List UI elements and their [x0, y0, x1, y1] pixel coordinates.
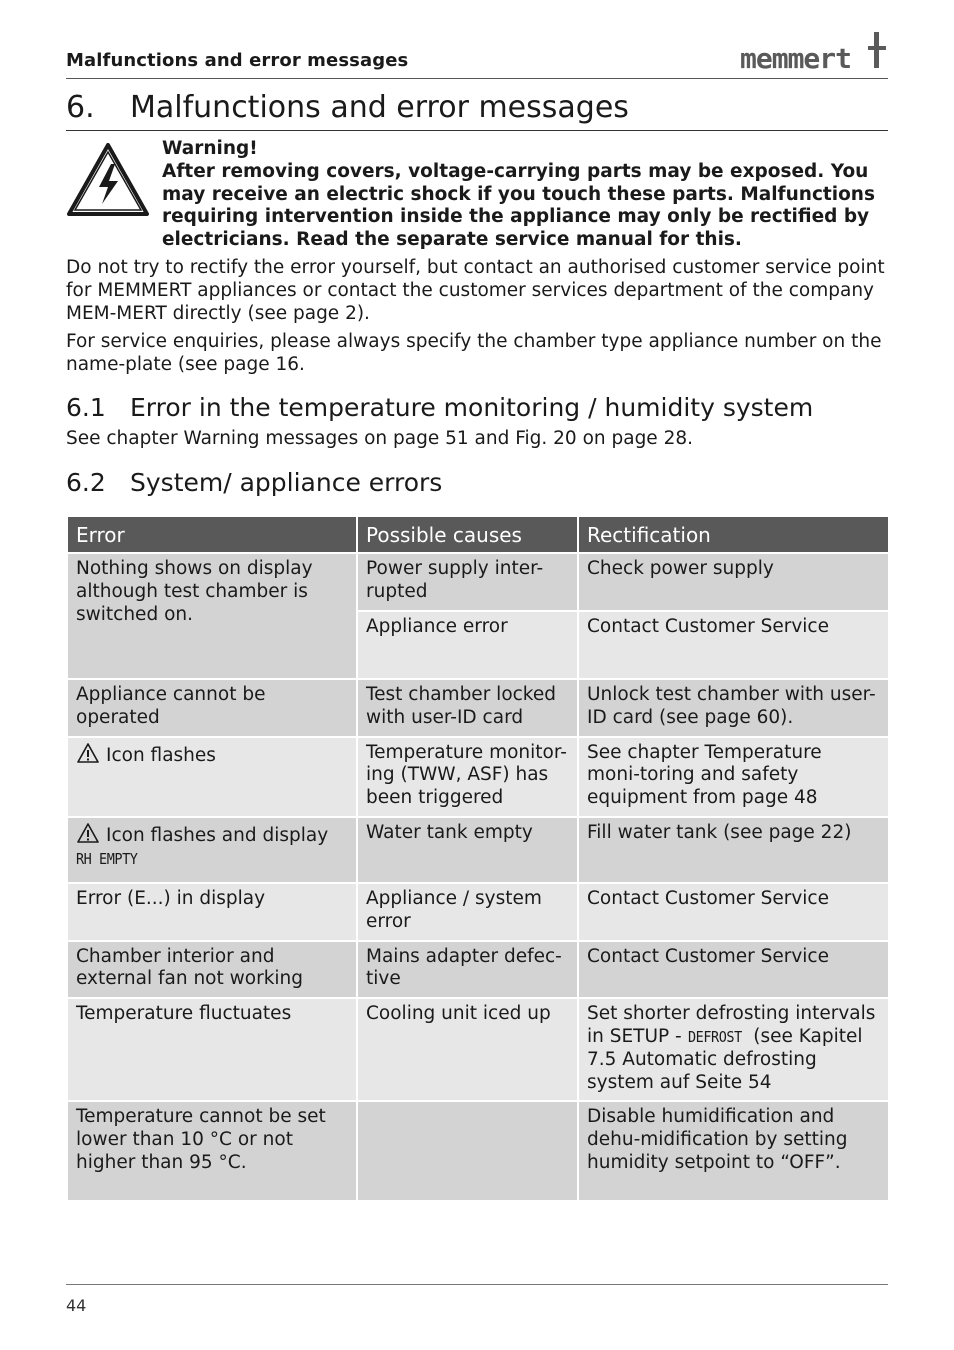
error-cell: [68, 738, 356, 816]
error-cell: Error (E...) in display: [68, 884, 356, 940]
display-code: DEFROST: [687, 1027, 742, 1046]
table-row: [68, 818, 888, 882]
fix-cell: See chapter Temperature moni-toring and safety equipment from page 48: [579, 738, 888, 816]
cause-cell: Temperature monitor-ing (TWW, ASF) has been triggered: [358, 738, 577, 816]
fix-cell: Fill water tank (see page 22): [579, 818, 888, 882]
header-error: Error: [68, 517, 356, 552]
cause-cell: Test chamber locked with user-ID card: [358, 680, 577, 736]
service-paragraph: Do not try to rectify the error yourself, but contact an authorised customer service point for MEMMERT appliances or contact the customer services department of the company MEM-MERT directly (see page 2).: [66, 257, 885, 324]
warning-block: [162, 138, 888, 252]
table-row: [68, 999, 888, 1100]
page-number: 44: [66, 1296, 87, 1315]
error-cell: [68, 818, 356, 882]
running-title: Malfunctions and error messages: [66, 50, 409, 71]
warning-text: After removing covers, voltage-carrying parts may be exposed. You may receive an electric shock if you touch these parts. Malfunctions requiring intervention inside the appliance may only be rectified by electricians. Read the separate service manual for this.: [162, 160, 875, 251]
table-row: [68, 738, 888, 816]
fix-cell: Disable humidification and dehu-midification by setting humidity setpoint to “OFF”.: [579, 1102, 888, 1200]
fix-cell: Check power supply: [579, 554, 888, 610]
table-row: [68, 554, 888, 610]
table-row: [68, 680, 888, 736]
error-cell: Temperature fluctuates: [68, 999, 356, 1100]
section-6-1-text: See chapter Warning messages on page 51 and Fig. 20 on page 28.: [66, 428, 693, 449]
table-row: [68, 942, 888, 998]
cause-cell: [358, 1102, 577, 1200]
error-table: [66, 515, 890, 1202]
error-cell: Chamber interior and external fan not working: [68, 942, 356, 998]
svg-text:memmert: memmert: [740, 42, 852, 74]
fix-cell: Contact Customer Service: [579, 942, 888, 998]
cause-cell: Mains adapter defec-tive: [358, 942, 577, 998]
cause-cell: Power supply inter-rupted: [358, 554, 577, 610]
fix-cell: Unlock test chamber with user-ID card (see page 60).: [579, 680, 888, 736]
error-text: Icon flashes and display: [106, 824, 329, 846]
enquiry-paragraph: For service enquiries, please always specify the chamber type appliance number on the name-plate (see page 16.: [66, 331, 882, 375]
table-row: [68, 1102, 888, 1200]
header-possible-causes: Possible causes: [358, 517, 577, 552]
footer-rule: [66, 1284, 888, 1285]
fix-cell: Contact Customer Service: [579, 884, 888, 940]
fix-cell: Contact Customer Service: [579, 612, 888, 678]
chapter-title: Malfunctions and error messages: [130, 90, 629, 125]
warning-triangle-icon: [76, 742, 100, 764]
fix-text: Set shorter defrosting intervals in SETUP -: [587, 1003, 876, 1047]
table-header-row: [68, 517, 888, 552]
section-6-2-title: System/ appliance errors: [130, 468, 443, 497]
section-6-2-number: 6.2: [66, 468, 106, 497]
cause-cell: Cooling unit iced up: [358, 999, 577, 1100]
chapter-number: 6.: [66, 90, 95, 125]
cause-cell: Water tank empty: [358, 818, 577, 882]
error-cell: Temperature cannot be set lower than 10 °C or not higher than 95 °C.: [68, 1102, 356, 1200]
warning-triangle-icon: [76, 822, 100, 844]
memmert-logo-icon: [738, 30, 888, 74]
warning-heading: Warning!: [162, 138, 258, 159]
display-code: RH EMPTY: [76, 849, 138, 868]
section-6-1-number: 6.1: [66, 393, 106, 422]
error-cell: Nothing shows on display although test chamber is switched on.: [68, 554, 356, 678]
table-row: [68, 884, 888, 940]
fix-text: (see Kapitel 7.5 Automatic defrosting system auf Seite 54: [587, 1025, 863, 1093]
running-header: [66, 30, 888, 79]
cause-cell: Appliance error: [358, 612, 577, 678]
cause-cell: Appliance / system error: [358, 884, 577, 940]
error-text: Icon flashes: [106, 744, 216, 766]
header-rectification: Rectification: [579, 517, 888, 552]
error-cell: Appliance cannot be operated: [68, 680, 356, 736]
chapter-heading: [66, 88, 888, 131]
fix-cell: [579, 999, 888, 1100]
high-voltage-warning-icon: [66, 142, 150, 217]
section-6-1-title: Error in the temperature monitoring / humidity system: [130, 393, 814, 422]
